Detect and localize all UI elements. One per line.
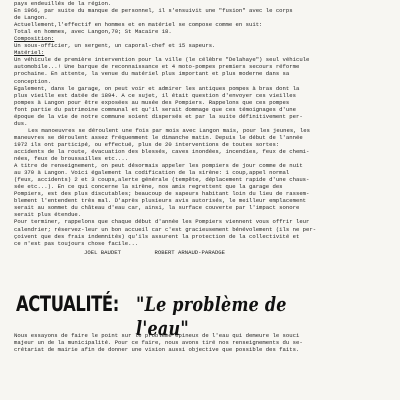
text-line: Nous essayons de faire le point sur le problème épineux de l'eau qui demeure le souci bbox=[14, 331, 300, 339]
text-line: Actuellement,l'effectif en hommes et en matériel se compose comme en suit: bbox=[14, 21, 263, 29]
text-line: automobile...! Une barque de reconnaissance et 4 moto-pompes premiers secours réforme bbox=[14, 63, 300, 71]
text-line: Egalement, dans le garage, on peut voir et admirer les antiques pompes à bras dont la bbox=[14, 84, 300, 92]
text-line: maneuvres se déroulent assez fréquemment le dimanche matin. Depuis le début de l'année bbox=[14, 133, 303, 141]
text-line: Pour terminer, rappelons que chaque début d'année les Pompiers viennent vous offrir leur bbox=[14, 218, 310, 226]
heading-title: "Le problème de l'eau" bbox=[136, 291, 287, 340]
text-line: conception. bbox=[14, 77, 51, 85]
text-line: A titre de renseignement, on peut désormais appeler les pompiers de jour comme de nuit bbox=[14, 162, 303, 170]
text-line: sée etc...). En ce qui concerne la sirène, nos amis regrettent que la garage des bbox=[14, 183, 283, 191]
text-line: font partie du patrimoine communal et qu'il serait dommage que ces témoignages d'une bbox=[14, 105, 296, 113]
document-page bbox=[14, 0, 392, 353]
text-line: prochaine. En attente, la venue du matériel plus important et plus moderne dans sa bbox=[14, 70, 290, 78]
author-baudet: JOEL BAUDET bbox=[84, 248, 121, 256]
heading-kicker: ACTUALITÉ: bbox=[16, 291, 119, 316]
text-line: accidents de la route, évacuation des blessés, caves inondées, incendies, feux de chemi- bbox=[14, 147, 310, 155]
text-line: ce n'est pas toujours chose facile... bbox=[14, 239, 139, 247]
author-arnaud-paradge: ROBERT ARNAUD-PARADGE bbox=[154, 248, 226, 256]
text-line: serait plus étendue. bbox=[14, 211, 82, 219]
text-line: Un véhicule de première intervention pour la ville (le célèbre "Delahaye") seul véhicule bbox=[14, 56, 310, 64]
text-line: majeur un de la municipalité. Pour ce faire, nous avons tiré nos renseignements du se- bbox=[14, 338, 303, 346]
text-line: Pompiers, est des plus discutables; beaucoup de sapeurs habitant loin du lieu de rassem- bbox=[14, 190, 310, 198]
text-line: époque de la vie de notre commune soient dispersés et par la suite définitivement per- bbox=[14, 112, 303, 120]
text-line: dus. bbox=[14, 119, 28, 127]
text-line: 1972 ils ont participé, ou effectué, plus de 20 interventions de toutes sortes: bbox=[14, 140, 280, 148]
text-line: nées, feux de broussailles etc.... bbox=[14, 155, 129, 163]
text-line: pompes à Langon pour être exposées au musée des Pompiers. Rappelons que ces pompes bbox=[14, 98, 290, 106]
text-line: plus vieille est datée de 1894. A ce sujet, il était question d'envoyer ces vieilles bbox=[14, 91, 296, 99]
signature-line bbox=[14, 249, 392, 256]
text-line: Un sous-officier, un sergent, un caporal-chef et 15 sapeurs. bbox=[14, 42, 216, 50]
text-line: blement l'entendent très mal. D'après plusieurs avis autorisés, le meilleur emplacement bbox=[14, 197, 307, 205]
text-line: Total en hommes, avec Langon,70; St Macaire 18. bbox=[14, 28, 172, 36]
text-line: pays endeuillés de la région. bbox=[14, 0, 112, 7]
text-line: (feux, accidents) 2 et 3 coups,alerte générale (tempête, déplacement rapide d'une chaus- bbox=[14, 176, 310, 184]
text-line: de Langon. bbox=[14, 14, 48, 22]
text-line: En 1966, par suite du manque de personnel, il s'ensuivit une "fusion" avec le corps bbox=[14, 7, 293, 15]
subheading-composition: Composition: bbox=[14, 35, 55, 43]
text-line: calendrier; réservez-leur un bon accueil car c'est gracieusement bénévolement (ils ne per- bbox=[14, 225, 317, 233]
text-line: çoivent que des frais indemnités) qu'ils assurent la protection de la collectivité et bbox=[14, 232, 300, 240]
text-line: serait au sommet du château d'eau car, ainsi, la surface couverte par l'impact sonore bbox=[14, 204, 300, 212]
text-line: au 370 à Langon. Voici également la codification de la sirène: 1 coup,appel normal bbox=[14, 169, 290, 177]
subheading-materiel: Matériel: bbox=[14, 49, 45, 57]
text-line: crétariat de mairie afin de donner une vision aussi objective que possible des faits. bbox=[14, 345, 300, 353]
text-line: Les manoeuvres se déroulent une fois par mois avec Langon mais, pour les jeunes, les bbox=[28, 126, 310, 134]
